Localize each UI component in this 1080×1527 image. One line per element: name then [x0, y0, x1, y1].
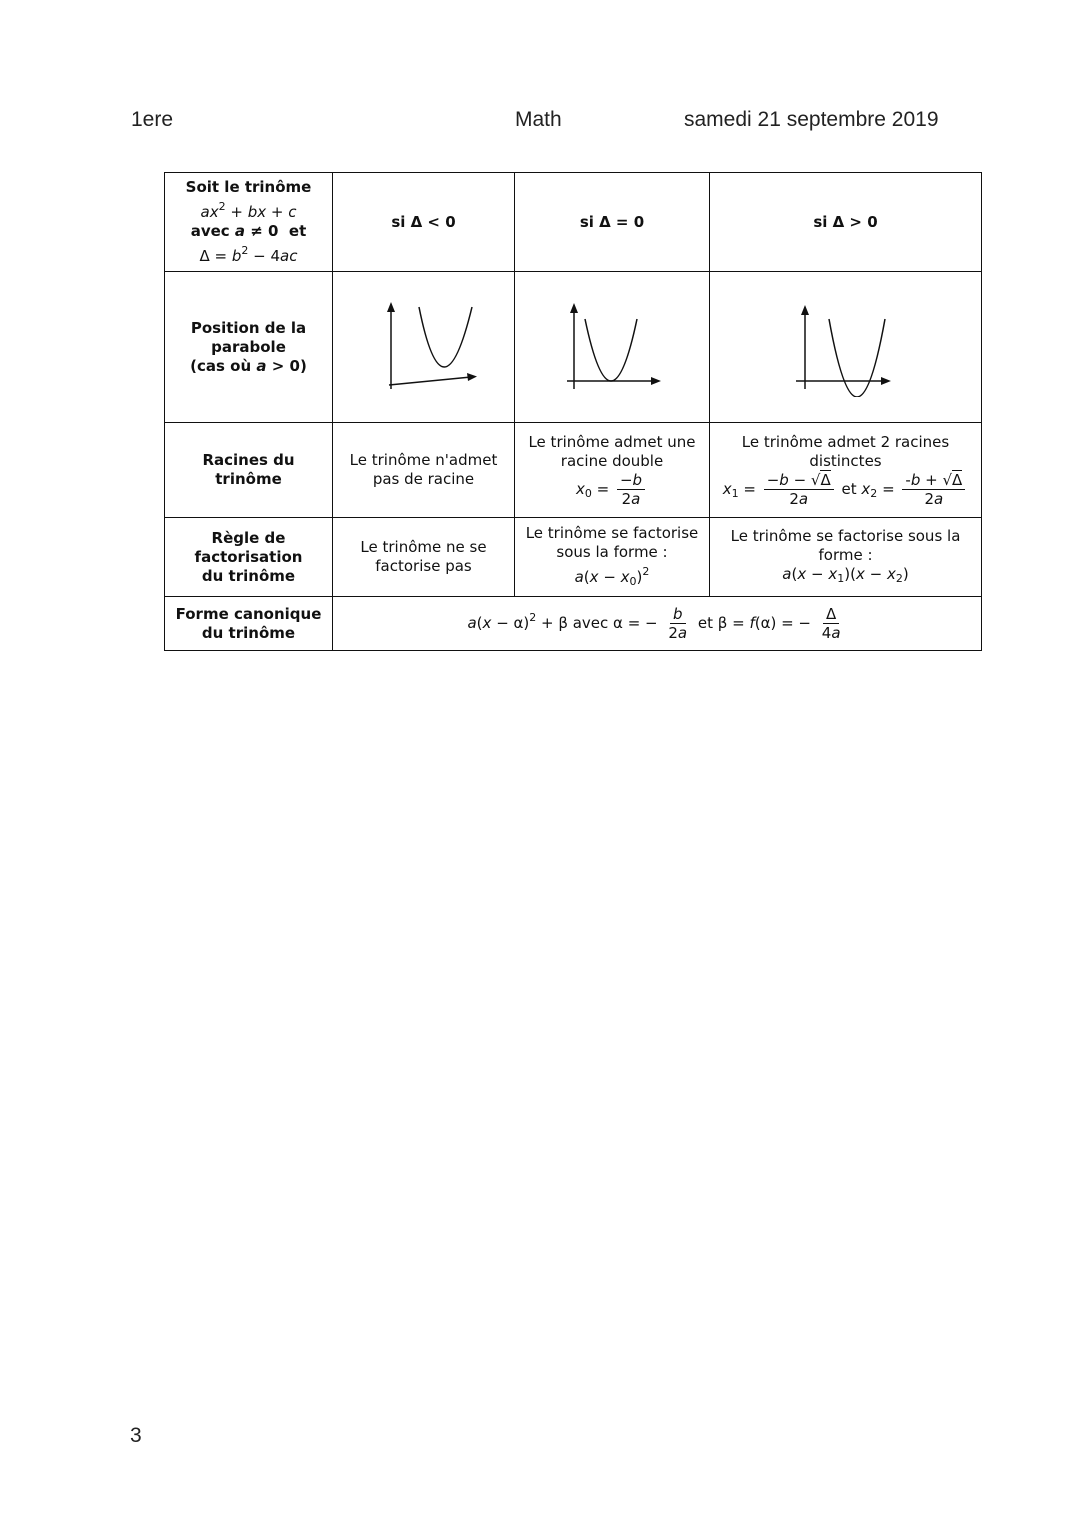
- factorisation-label-line3: du trinôme: [201, 566, 296, 585]
- corner-cell: [165, 173, 333, 272]
- table-row-factorisation: [165, 518, 982, 597]
- factorisation-label-line2: factorisation: [194, 547, 303, 566]
- position-label-line1: Position de la: [190, 318, 307, 337]
- factorisation-negative-text: Le trinôme ne se factorise pas: [333, 518, 515, 597]
- racines-positive-formula: $x_1$ = $\frac{-b - √\Delta}{2a}$ et $x_2$ = $\frac{-b + √\Delta}{2a}$: [715, 471, 976, 508]
- table-row-position: [165, 272, 982, 423]
- parabola-cell-positive: [710, 272, 982, 423]
- racines-label-line1: Racines du: [202, 451, 295, 469]
- table-row-racines: [165, 423, 982, 518]
- parabola-double-root-graph: [557, 297, 667, 397]
- position-label-line2: parabole: [211, 337, 286, 356]
- racines-positive-text: Le trinôme admet 2 racines distinctes: [741, 432, 950, 470]
- canonique-label-line2: du trinôme: [201, 623, 296, 642]
- case-delta-zero: si Δ = 0: [515, 173, 710, 272]
- racines-positive-cell: [710, 423, 982, 518]
- parabola-two-roots-graph: [791, 297, 901, 397]
- canonique-label-cell: [165, 597, 333, 651]
- factorisation-positive-text: Le trinôme se factorise sous la forme :: [730, 526, 961, 564]
- header-class-label: 1ere: [131, 108, 174, 131]
- factorisation-zero-cell: [515, 518, 710, 597]
- factorisation-positive-formula: $a(x - x_1)(x - x_2)$: [782, 564, 909, 585]
- case-delta-negative: si Δ < 0: [333, 173, 515, 272]
- factorisation-label-line1: Règle de: [211, 528, 286, 547]
- table-row-canonique: [165, 597, 982, 651]
- factorisation-label-cell: [165, 518, 333, 597]
- position-label-cell: [165, 272, 333, 423]
- corner-line1: Soit le trinôme: [185, 178, 312, 196]
- header-subject-label: Math: [515, 108, 562, 131]
- parabola-no-root-graph: [369, 297, 479, 397]
- position-label-line3: (cas où a > 0): [190, 356, 307, 375]
- corner-delta-definition: $\Delta = b^2 - 4ac$: [199, 244, 298, 265]
- header-date-label: samedi 21 septembre 2019: [684, 108, 939, 131]
- corner-condition: avec a ≠ 0 et: [190, 222, 307, 240]
- canonique-label-line1: Forme canonique: [175, 604, 322, 623]
- table-row-header: [165, 173, 982, 272]
- factorisation-positive-cell: [710, 518, 982, 597]
- corner-trinome-formula: $ax^2$ + bx + c: [200, 200, 297, 221]
- canonique-formula: $a(x - \alpha)^2 + \beta$ avec α = − $\frac{b}{2a}$ et β = f(α) = − $\frac{\Delta}{4a}$: [333, 597, 982, 651]
- page-number: 3: [130, 1424, 142, 1447]
- parabola-cell-zero: [515, 272, 710, 423]
- trinome-summary-table: [164, 172, 982, 651]
- parabola-cell-negative: [333, 272, 515, 423]
- racines-zero-cell: [515, 423, 710, 518]
- racines-label-line2: trinôme: [215, 470, 282, 488]
- racines-negative-text: Le trinôme n'admet pas de racine: [333, 423, 515, 518]
- factorisation-zero-text: Le trinôme se factorise sous la forme :: [525, 523, 699, 561]
- racines-zero-formula: $x_0$ = $\frac{-b}{2a}$: [520, 471, 704, 508]
- racines-zero-text: Le trinôme admet une racine double: [528, 432, 696, 470]
- case-delta-positive: si Δ > 0: [710, 173, 982, 272]
- factorisation-zero-formula: $a(x - x_0)^2$: [574, 564, 650, 588]
- racines-label-cell: [165, 423, 333, 518]
